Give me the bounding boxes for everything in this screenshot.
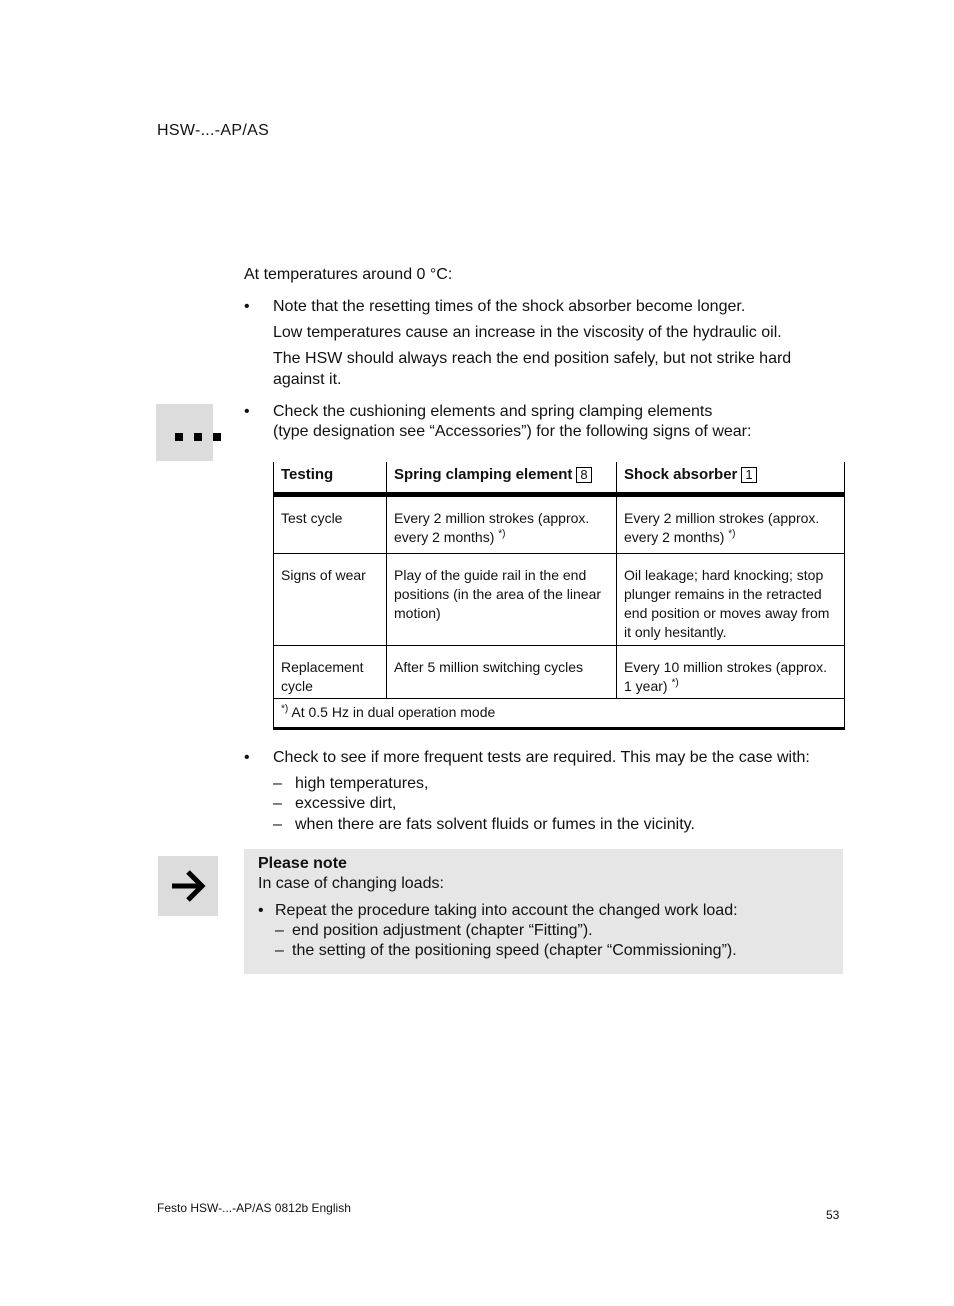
bullet2-line2: (type designation see “Accessories”) for the following signs of wear: <box>273 423 752 440</box>
bullet1-line2: Low temperatures cause an increase in the viscosity of the hydraulic oil. <box>273 324 782 341</box>
dash-mark: – <box>273 816 282 833</box>
dash-item: excessive dirt, <box>295 795 397 812</box>
shock-cell: Every 10 million strokes (approx. 1 year) *) <box>617 646 845 699</box>
table-row <box>274 554 845 646</box>
header-testing: Testing <box>274 462 387 495</box>
note-line: In case of changing loads: <box>258 875 444 892</box>
header-shock-absorber: Shock absorber 1 <box>617 462 845 495</box>
dash-item: high temperatures, <box>295 775 429 792</box>
spring-cell: Every 2 million strokes (approx. every 2 months) *) <box>387 495 617 554</box>
table-header-row <box>274 462 845 495</box>
ref-number: 8 <box>576 467 591 483</box>
bullet-mark: • <box>244 403 250 420</box>
spring-cell: After 5 million switching cycles <box>387 646 617 699</box>
dash-mark: – <box>273 795 282 812</box>
document-header-title: HSW-...-AP/AS <box>157 122 270 139</box>
row-label: Replacement cycle <box>274 646 387 699</box>
table-row <box>274 495 845 554</box>
bullet2-line1: Check the cushioning elements and spring clamping elements <box>273 403 713 420</box>
note-bullet-text: Repeat the procedure taking into account the changed work load: <box>275 902 738 919</box>
table-row <box>274 646 845 699</box>
note-title: Please note <box>258 855 347 872</box>
note-dash-item: end position adjustment (chapter “Fitting”). <box>292 922 593 939</box>
bullet-mark: • <box>244 298 250 315</box>
intro-text: At temperatures around 0 °C: <box>244 266 453 283</box>
note-dash-item: the setting of the positioning speed (chapter “Commissioning”). <box>292 942 737 959</box>
note-arrow-icon <box>158 856 218 916</box>
table-footnote: *) At 0.5 Hz in dual operation mode <box>274 699 845 729</box>
bullet-mark: • <box>244 749 250 766</box>
wear-table <box>273 462 845 730</box>
table-footnote-row <box>274 699 845 729</box>
footer-document-id: Festo HSW-...-AP/AS 0812b English <box>157 1201 351 1215</box>
ref-number: 1 <box>741 467 756 483</box>
continuation-dots-icon <box>156 404 213 461</box>
header-spring-clamping: Spring clamping element 8 <box>387 462 617 495</box>
spring-cell: Play of the guide rail in the end positions (in the area of the linear motion) <box>387 554 617 646</box>
page-number: 53 <box>826 1208 840 1222</box>
row-label: Test cycle <box>274 495 387 554</box>
dash-mark: – <box>273 775 282 792</box>
shock-cell: Oil leakage; hard knocking; stop plunger remains in the retracted end position or moves away from it only hesitantly. <box>617 554 845 646</box>
bullet1-line3: The HSW should always reach the end position safely, but not strike hard against it. <box>273 350 792 388</box>
row-label: Signs of wear <box>274 554 387 646</box>
bullet1-line1: Note that the resetting times of the shock absorber become longer. <box>273 298 746 315</box>
note-bullet-mark: • <box>258 902 264 919</box>
shock-cell: Every 2 million strokes (approx. every 2 months) *) <box>617 495 845 554</box>
bullet3-text: Check to see if more frequent tests are required. This may be the case with: <box>273 749 810 766</box>
dash-item: when there are fats solvent fluids or fumes in the vicinity. <box>295 816 695 833</box>
note-dash-mark: – <box>275 942 284 959</box>
note-dash-mark: – <box>275 922 284 939</box>
